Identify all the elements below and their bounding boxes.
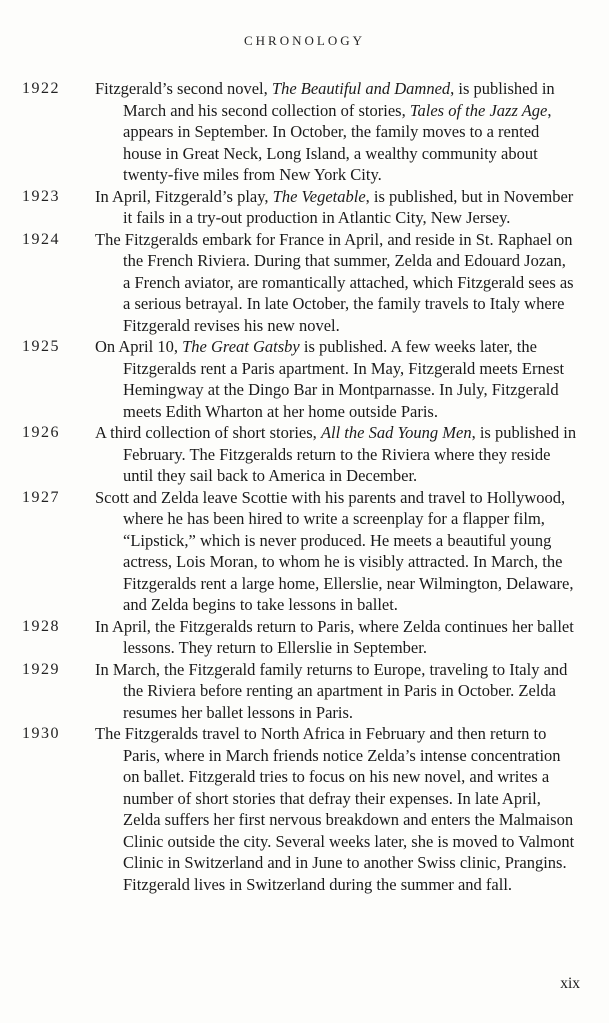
- text-segment: Fitzgerald’s second novel,: [95, 79, 272, 98]
- chronology-entries: [22, 78, 577, 895]
- page-number: xix: [560, 975, 580, 992]
- text-segment: A third collection of short stories,: [95, 423, 321, 442]
- entry-text: [95, 616, 577, 659]
- entry-text: [95, 336, 577, 422]
- chronology-entry-1923: [22, 186, 577, 229]
- text-segment: The Fitzgeralds embark for France in April, and reside in St. Raphael on the French Riviera. During that summer, Zelda and Edouard Jozan, a French aviator, are romantically attached, which Fitzgerald sees as a serious betrayal. In late October, the family travels to Italy where Fitzgerald revises his new novel.: [95, 229, 574, 335]
- chronology-entry-1929: [22, 659, 577, 724]
- chronology-entry-1922: [22, 78, 577, 186]
- book-title: The Beautiful and Damned: [271, 79, 451, 98]
- chronology-entry-1928: [22, 616, 577, 659]
- entry-text: [95, 78, 577, 186]
- entry-text: [95, 659, 577, 724]
- entry-year: 1923: [22, 187, 60, 205]
- page-title: CHRONOLOGY: [244, 33, 365, 48]
- entry-year: 1930: [22, 725, 60, 742]
- entry-year: 1926: [22, 424, 60, 441]
- text-segment: In April, the Fitzgeralds return to Paris, where Zelda continues her ballet lessons. They return to Ellerslie in September.: [95, 616, 574, 657]
- entry-year: 1928: [22, 617, 60, 635]
- chronology-entry-1924: [22, 229, 577, 337]
- chronology-entry-1925: [22, 336, 577, 422]
- book-title: The Great Gatsby: [182, 337, 300, 356]
- text-segment: The Fitzgeralds travel to North Africa in February and then return to Paris, where in March friends notice Zelda’s intense concentration on ballet. Fitzgerald tries to focus on his new novel, and writes a number of short stories that defray their expenses. In late April, Zelda suffers her first nervous breakdown and enters the Malmaison Clinic outside the city. Several weeks later, she is moved to Valmont Clinic in Switzerland and in June to another Swiss clinic, Prangins. Fitzgerald lives in Switzerland during the summer and fall.: [95, 724, 575, 894]
- entry-text: [95, 723, 577, 895]
- entry-text: [95, 229, 577, 337]
- text-segment: In April, Fitzgerald’s play,: [95, 186, 273, 206]
- chronology-entry-1927: [22, 487, 577, 616]
- entry-text: [95, 487, 577, 616]
- chronology-entry-1926: [22, 422, 577, 487]
- text-segment: , appears in September. In October, the family moves to a rented house in Great Neck, Long Island, a wealthy community about twenty-five miles from New York City.: [123, 100, 552, 184]
- entry-year: 1922: [22, 80, 60, 97]
- text-segment: Scott and Zelda leave Scottie with his parents and travel to Hollywood, where he has been hired to write a screenplay for a flapper film, “Lipstick,” which is never produced. He meets a beautiful young actress, Lois Moran, to whom he is visibly attracted. In March, the Fitzgeralds rent a large home, Ellerslie, near Wilmington, Delaware, and Zelda begins to take lessons in ballet.: [95, 487, 574, 614]
- text-segment: , is published, but in November it fails in a try-out production in Atlantic City, New Jersey.: [123, 186, 574, 227]
- text-segment: is published. A few weeks later, the Fitzgeralds rent a Paris apartment. In May, Fitzgerald meets Ernest Hemingway at the Dingo Bar in Montparnasse. In July, Fitzgerald meets Edith Wharton at her home outside Paris.: [123, 337, 565, 421]
- text-segment: In March, the Fitzgerald family returns to Europe, traveling to Italy and the Riviera before renting an apartment in Paris in October. Zelda resumes her ballet lessons in Paris.: [95, 659, 568, 722]
- chronology-entry-1930: [22, 723, 577, 895]
- entry-year: 1925: [22, 338, 60, 355]
- book-title: Tales of the Jazz Age: [409, 100, 548, 120]
- entry-year: 1924: [22, 230, 60, 248]
- entry-text: [95, 186, 577, 229]
- entry-year: 1927: [22, 488, 60, 506]
- entry-year: 1929: [22, 660, 60, 678]
- entry-text: [95, 422, 577, 487]
- text-segment: On April 10,: [95, 337, 183, 356]
- text-segment: , is published in March and his second collection of stories,: [123, 79, 555, 120]
- book-title: The Vegetable: [272, 186, 366, 206]
- text-segment: , is published in February. The Fitzgeralds return to the Riviera where they reside until they sail back to America in December.: [123, 423, 577, 485]
- book-title: All the Sad Young Men: [320, 423, 472, 442]
